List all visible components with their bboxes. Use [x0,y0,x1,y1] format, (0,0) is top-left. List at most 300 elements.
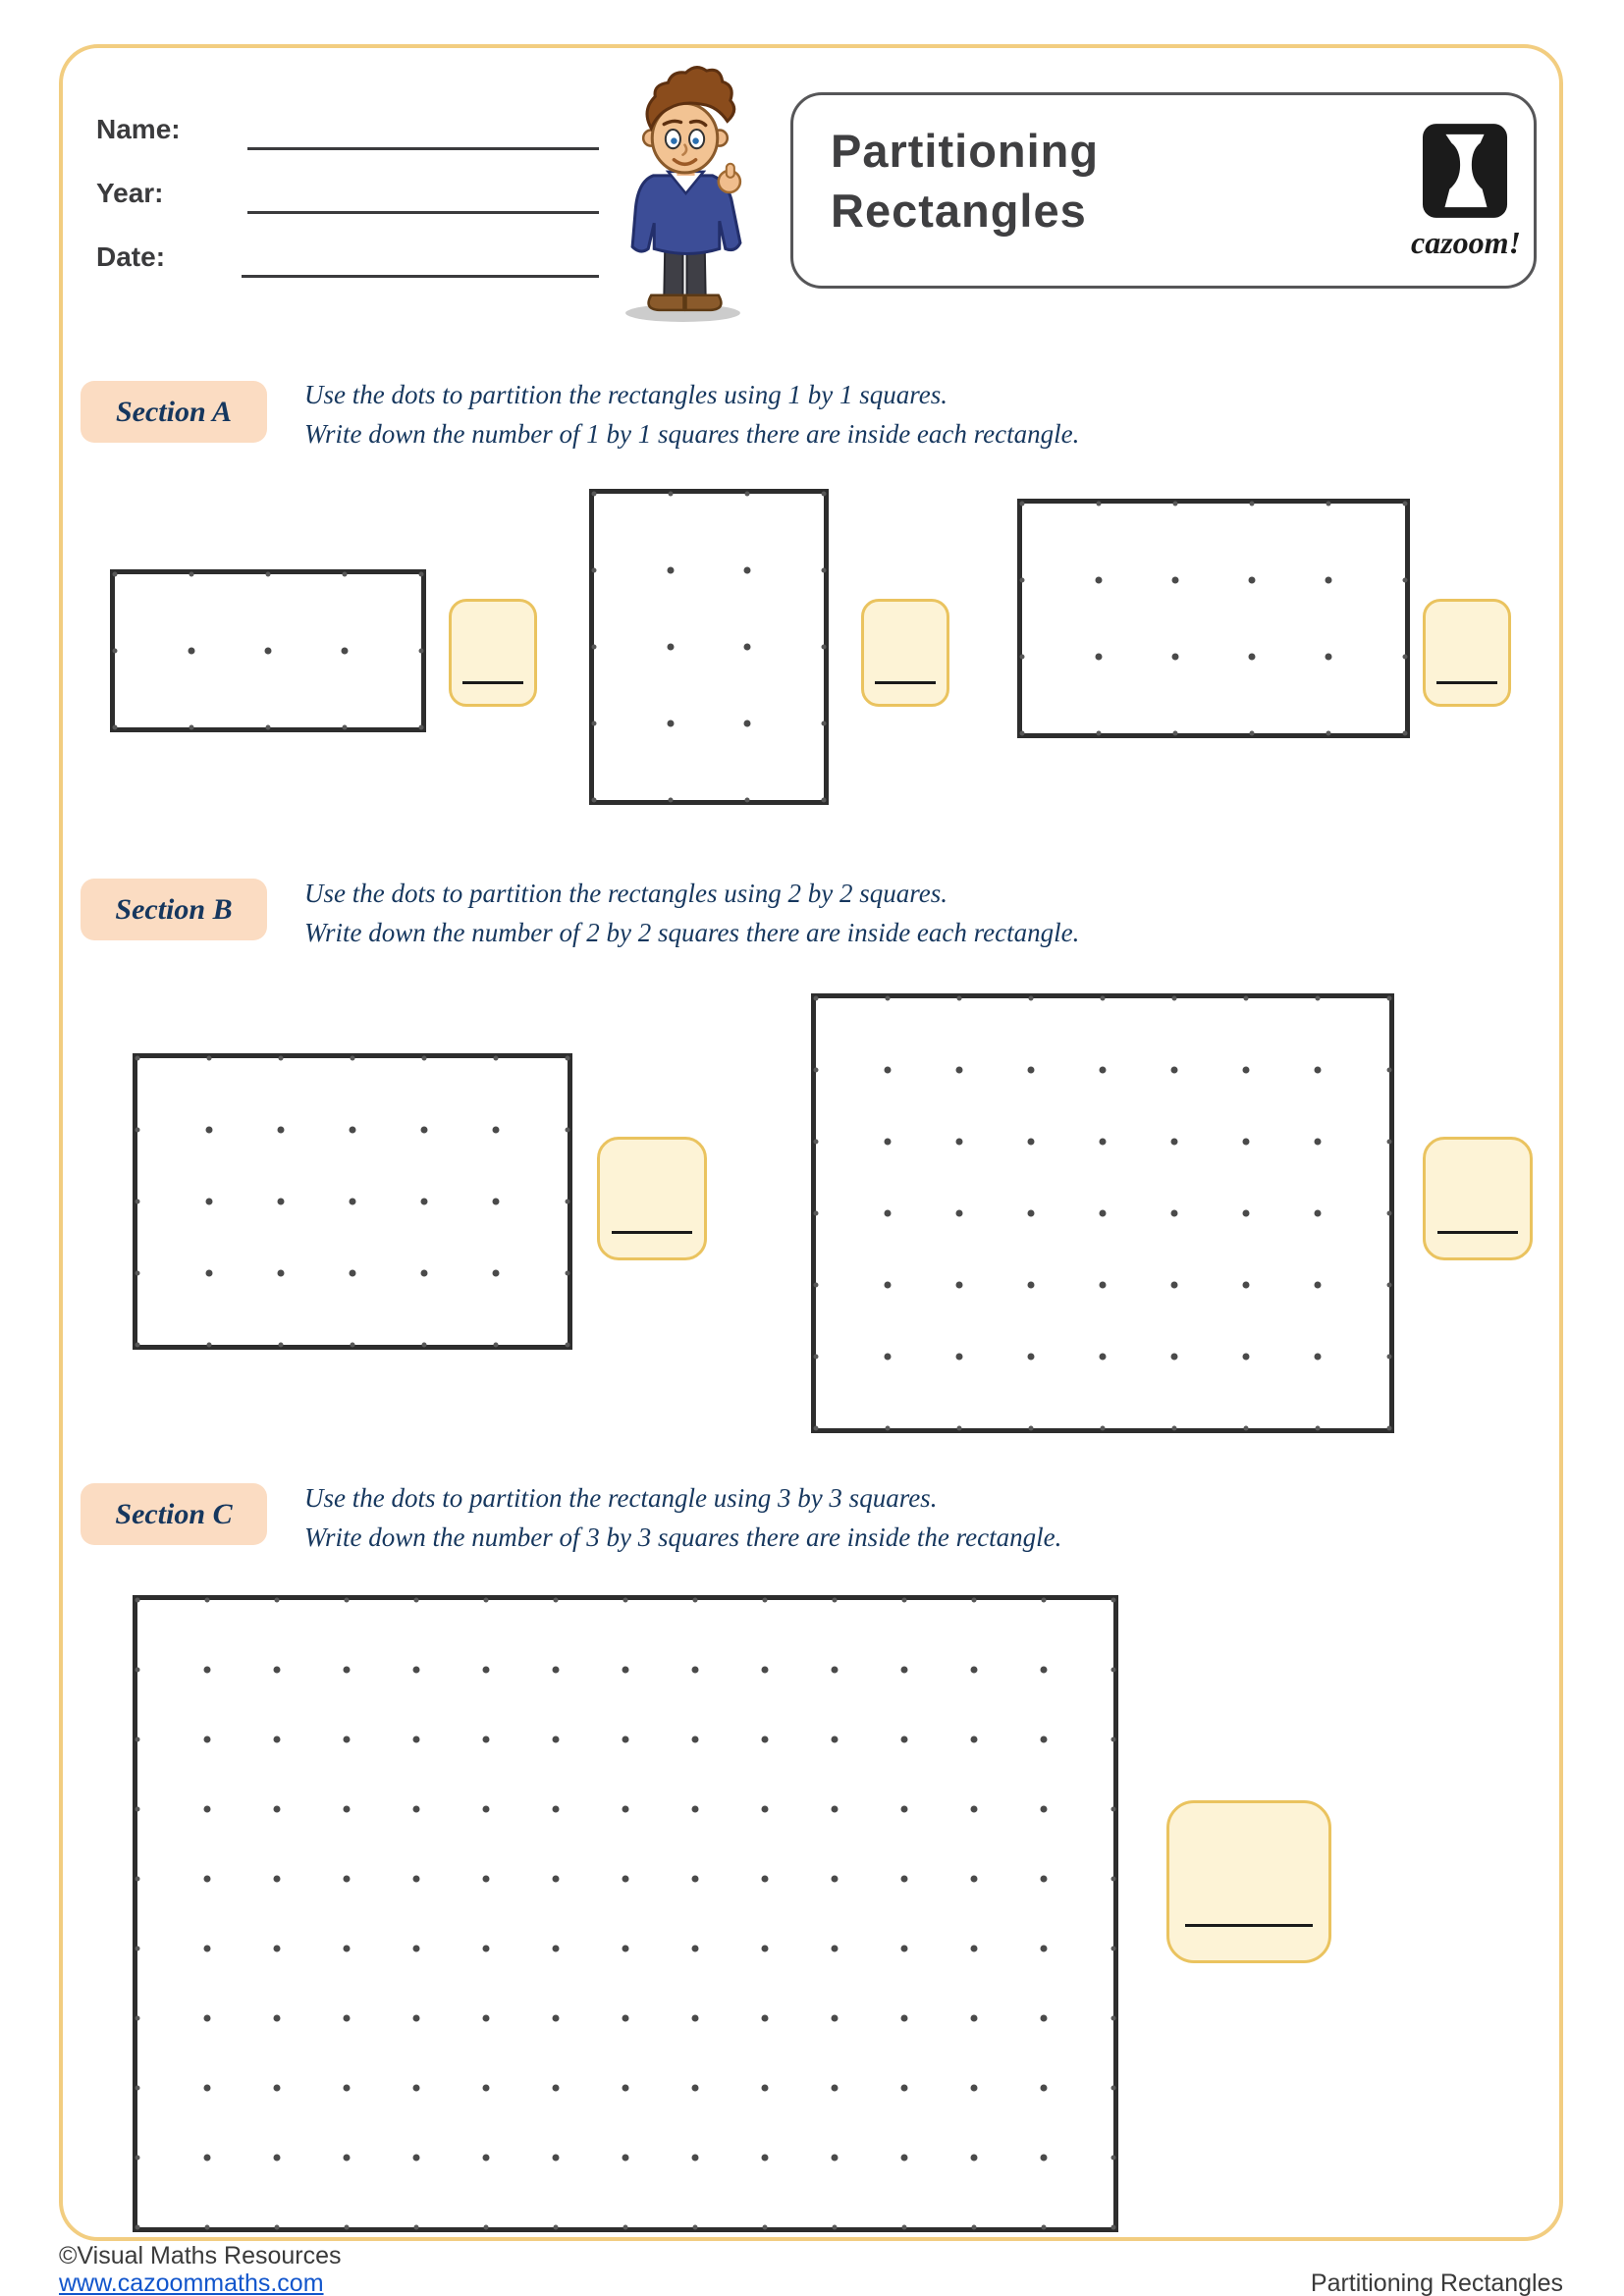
grid-dot [744,644,751,651]
title-line-2: Rectangles [831,185,1087,238]
edge-tick [345,2225,350,2230]
edge-tick [484,2225,489,2230]
grid-dot [1243,1210,1250,1217]
grid-dot [483,2155,490,2162]
grid-dot [971,1736,978,1743]
edge-tick [113,572,118,577]
grid-dot [1100,1354,1107,1361]
edge-tick [1111,1877,1116,1882]
grid-dot [1041,1876,1048,1883]
answer-line-a1[interactable] [462,681,523,684]
edge-tick [814,1426,819,1431]
grid-dot [885,1067,892,1074]
grid-dot [493,1270,500,1277]
edge-tick [135,1056,140,1061]
edge-tick [592,492,597,497]
grid-dot [274,1736,281,1743]
grid-dot [344,1876,351,1883]
grid-dot [483,1736,490,1743]
grid-dot [1171,1139,1178,1146]
grid-dot [762,2085,769,2092]
name-label: Name: [96,114,181,144]
edge-tick [623,1598,628,1603]
edge-tick [554,1598,559,1603]
edge-tick [693,1598,698,1603]
edge-tick [1042,2225,1047,2230]
section-b-instruction-line-1: Use the dots to partition the rectangles using 2 by 2 squares. [304,879,947,908]
grid-dot [342,648,349,655]
edge-tick [135,1668,140,1673]
grid-dot [762,1876,769,1883]
grid-dot [885,1210,892,1217]
grid-dot [1243,1067,1250,1074]
grid-dot [350,1199,356,1205]
grid-dot [971,2085,978,2092]
grid-dot [274,1876,281,1883]
edge-tick [135,2016,140,2021]
edge-tick [1111,1947,1116,1951]
grid-dot [1100,1210,1107,1217]
edge-tick [135,1200,140,1204]
edge-tick [205,2225,210,2230]
grid-dot [204,2015,211,2022]
grid-dot [274,1946,281,1952]
footer-worksheet-name: Partitioning Rectangles [1310,2269,1563,2296]
edge-tick [1387,1068,1392,1073]
grid-dot [668,721,675,727]
grid-dot [956,1210,963,1217]
grid-dot [956,1139,963,1146]
edge-tick [266,725,271,730]
grid-dot [762,1946,769,1952]
grid-dot [1326,577,1332,584]
edge-tick [279,1343,284,1348]
answer-box-a1[interactable] [449,599,537,707]
edge-tick [592,568,597,573]
edge-tick [554,2225,559,2230]
edge-tick [1020,578,1025,583]
edge-tick [275,1598,280,1603]
grid-dot [1028,1139,1035,1146]
year-label: Year: [96,178,164,208]
grid-dot [832,1667,839,1674]
grid-dot [1326,654,1332,661]
section-a-label: Section A [81,381,267,443]
edge-tick [135,1807,140,1812]
grid-dot [623,1876,629,1883]
edge-tick [957,996,962,1001]
grid-dot [421,1270,428,1277]
grid-dot [1249,654,1256,661]
answer-line-c1[interactable] [1185,1924,1313,1927]
edge-tick [1172,996,1177,1001]
grid-dot [204,1736,211,1743]
grid-dot [832,2155,839,2162]
grid-dot [344,2085,351,2092]
edge-tick [814,1355,819,1360]
grid-dot [832,1946,839,1952]
edge-tick [113,649,118,654]
edge-tick [135,1737,140,1742]
grid-dot [344,1736,351,1743]
grid-dot [832,1876,839,1883]
edge-tick [1250,731,1255,736]
grid-dot [274,2015,281,2022]
grid-dot [553,1946,560,1952]
grid-dot [623,2015,629,2022]
grid-dot [483,2015,490,2022]
grid-dot [1028,1067,1035,1074]
grid-dot [493,1127,500,1134]
answer-box-b1[interactable] [597,1137,707,1260]
grid-dot [901,1667,908,1674]
edge-tick [1020,731,1025,736]
grid-dot [623,1946,629,1952]
grid-dot [692,2015,699,2022]
edge-tick [351,1343,355,1348]
grid-dot [206,1270,213,1277]
edge-tick [814,1283,819,1288]
grid-dot [413,2015,420,2022]
edge-tick [419,725,424,730]
grid-dot [692,2155,699,2162]
section-c-instruction-line-2: Write down the number of 3 by 3 squares there are inside the rectangle. [304,1522,1062,1552]
grid-dot [413,1946,420,1952]
edge-tick [1387,1140,1392,1145]
edge-tick [745,492,750,497]
edge-tick [745,798,750,803]
edge-tick [1111,2086,1116,2091]
edge-tick [1029,1426,1034,1431]
edge-tick [833,2225,838,2230]
edge-tick [902,2225,907,2230]
grid-dot [1096,654,1103,661]
grid-dot [1315,1139,1322,1146]
edge-tick [275,2225,280,2230]
edge-tick [1403,502,1408,507]
dot-rectangle-b2 [811,993,1394,1433]
answer-box-a2[interactable] [861,599,949,707]
grid-dot [762,1806,769,1813]
grid-dot [189,648,195,655]
mascot-boy-icon [599,57,774,324]
grid-dot [901,1946,908,1952]
cazoom-logo-text: cazoom! [1411,225,1521,260]
grid-dot [901,2015,908,2022]
edge-tick [902,1598,907,1603]
edge-tick [1111,2016,1116,2021]
grid-dot [762,2015,769,2022]
grid-dot [901,1876,908,1883]
grid-dot [344,1667,351,1674]
grid-dot [971,1876,978,1883]
section-a-instruction-line-1: Use the dots to partition the rectangles using 1 by 1 squares. [304,380,947,409]
grid-dot [623,2085,629,2092]
edge-tick [135,1271,140,1276]
grid-dot [553,1876,560,1883]
edge-tick [763,1598,768,1603]
edge-tick [1244,996,1249,1001]
grid-dot [901,1736,908,1743]
edge-tick [207,1343,212,1348]
grid-dot [1171,1210,1178,1217]
edge-tick [343,572,348,577]
grid-dot [1100,1139,1107,1146]
grid-dot [1243,1282,1250,1289]
grid-dot [1171,1282,1178,1289]
edge-tick [113,725,118,730]
edge-tick [1172,1426,1177,1431]
grid-dot [553,1736,560,1743]
edge-tick [693,2225,698,2230]
grid-dot [623,1667,629,1674]
edge-tick [669,798,674,803]
grid-dot [1243,1139,1250,1146]
grid-dot [278,1270,285,1277]
edge-tick [1020,655,1025,660]
mascot-illustration [599,57,774,324]
grid-dot [832,1806,839,1813]
edge-tick [1101,1426,1106,1431]
grid-dot [956,1354,963,1361]
grid-dot [1028,1354,1035,1361]
grid-dot [762,2155,769,2162]
section-c-instruction-line-1: Use the dots to partition the rectangle using 3 by 3 squares. [304,1483,938,1513]
edge-tick [566,1271,570,1276]
section-a-instruction-line-2: Write down the number of 1 by 1 squares there are inside each rectangle. [304,419,1080,449]
date-write-line[interactable] [242,275,599,278]
grid-dot [1028,1210,1035,1217]
edge-tick [189,572,194,577]
edge-tick [419,649,424,654]
edge-tick [1042,1598,1047,1603]
answer-box-a3[interactable] [1423,599,1511,707]
edge-tick [1387,1355,1392,1360]
grid-dot [1315,1210,1322,1217]
edge-tick [1387,1211,1392,1216]
grid-dot [483,1806,490,1813]
grid-dot [1041,2155,1048,2162]
edge-tick [135,1343,140,1348]
edge-tick [822,645,827,650]
grid-dot [265,648,272,655]
grid-dot [553,2155,560,2162]
grid-dot [344,2155,351,2162]
edge-tick [345,1598,350,1603]
edge-tick [1326,502,1331,507]
grid-dot [1028,1282,1035,1289]
grid-dot [413,2085,420,2092]
edge-tick [207,1056,212,1061]
grid-dot [350,1127,356,1134]
grid-dot [762,1736,769,1743]
section-b-instructions [304,874,1079,952]
grid-dot [553,2085,560,2092]
dot-rectangle-c1 [133,1595,1118,2232]
edge-tick [669,492,674,497]
grid-dot [956,1282,963,1289]
answer-line-b2[interactable] [1437,1231,1518,1234]
edge-tick [566,1056,570,1061]
grid-dot [413,1876,420,1883]
edge-tick [1403,655,1408,660]
answer-line-a2[interactable] [875,681,936,684]
edge-tick [822,492,827,497]
grid-dot [762,1667,769,1674]
answer-box-b2[interactable] [1423,1137,1533,1260]
grid-dot [1172,577,1179,584]
edge-tick [422,1056,427,1061]
grid-dot [553,1806,560,1813]
edge-tick [419,572,424,577]
title-line-1: Partitioning [831,125,1100,177]
edge-tick [1111,1807,1116,1812]
grid-dot [483,2085,490,2092]
grid-dot [553,2015,560,2022]
dot-rectangle-a2 [589,489,829,805]
grid-dot [1041,1806,1048,1813]
name-write-line[interactable] [247,147,599,150]
grid-dot [421,1199,428,1205]
date-label: Date: [96,241,166,272]
grid-dot [278,1199,285,1205]
answer-line-b1[interactable] [612,1231,692,1234]
grid-dot [483,1667,490,1674]
grid-dot [971,1946,978,1952]
edge-tick [1101,996,1106,1001]
edge-tick [592,798,597,803]
grid-dot [885,1282,892,1289]
grid-dot [623,1736,629,1743]
edge-tick [833,1598,838,1603]
grid-dot [692,1736,699,1743]
dot-rectangle-a3 [1017,499,1410,738]
edge-tick [1244,1426,1249,1431]
edge-tick [135,2156,140,2161]
edge-tick [414,1598,419,1603]
edge-tick [205,1598,210,1603]
edge-tick [822,568,827,573]
section-c-label: Section C [81,1483,267,1545]
edge-tick [1387,1283,1392,1288]
cazoom-logo-icon [1422,123,1508,219]
grid-dot [885,1139,892,1146]
edge-tick [972,1598,977,1603]
grid-dot [971,1667,978,1674]
edge-tick [566,1343,570,1348]
grid-dot [1100,1282,1107,1289]
grid-dot [832,2085,839,2092]
edge-tick [972,2225,977,2230]
edge-tick [763,2225,768,2230]
grid-dot [901,2085,908,2092]
section-a-instructions [304,375,1079,454]
grid-dot [206,1127,213,1134]
grid-dot [901,1806,908,1813]
year-write-line[interactable] [247,211,599,214]
edge-tick [422,1343,427,1348]
grid-dot [274,1806,281,1813]
grid-dot [692,1667,699,1674]
answer-box-c1[interactable] [1166,1800,1331,1963]
footer-website-link[interactable]: www.cazoommaths.com [59,2269,324,2296]
edge-tick [822,798,827,803]
grid-dot [344,2015,351,2022]
grid-dot [344,1946,351,1952]
edge-tick [814,1068,819,1073]
grid-dot [1041,1946,1048,1952]
edge-tick [189,725,194,730]
grid-dot [1172,654,1179,661]
grid-dot [623,1806,629,1813]
edge-tick [1173,502,1178,507]
grid-dot [692,1946,699,1952]
grid-dot [204,1876,211,1883]
edge-tick [1403,731,1408,736]
grid-dot [832,1736,839,1743]
grid-dot [744,567,751,574]
edge-tick [1250,502,1255,507]
edge-tick [494,1343,499,1348]
grid-dot [1041,1667,1048,1674]
grid-dot [493,1199,500,1205]
edge-tick [1316,1426,1321,1431]
edge-tick [351,1056,355,1061]
grid-dot [483,1876,490,1883]
edge-tick [886,996,891,1001]
edge-tick [1403,578,1408,583]
edge-tick [135,2086,140,2091]
edge-tick [623,2225,628,2230]
grid-dot [1315,1067,1322,1074]
grid-dot [1171,1354,1178,1361]
title-box [790,92,1537,289]
edge-tick [1097,502,1102,507]
edge-tick [814,996,819,1001]
answer-line-a3[interactable] [1436,681,1497,684]
grid-dot [1100,1067,1107,1074]
grid-dot [413,1806,420,1813]
worksheet-title [831,121,1099,240]
edge-tick [494,1056,499,1061]
grid-dot [668,567,675,574]
edge-tick [1111,1737,1116,1742]
edge-tick [135,1598,140,1603]
edge-tick [566,1128,570,1133]
grid-dot [1041,2015,1048,2022]
edge-tick [1387,1426,1392,1431]
edge-tick [1097,731,1102,736]
grid-dot [344,1806,351,1813]
edge-tick [814,1140,819,1145]
edge-tick [822,721,827,726]
grid-dot [1315,1354,1322,1361]
grid-dot [971,1806,978,1813]
grid-dot [421,1127,428,1134]
grid-dot [971,2155,978,2162]
edge-tick [566,1200,570,1204]
edge-tick [1326,731,1331,736]
edge-tick [1387,996,1392,1001]
footer-copyright: ©Visual Maths Resources [59,2242,342,2269]
edge-tick [343,725,348,730]
grid-dot [692,2085,699,2092]
grid-dot [971,2015,978,2022]
grid-dot [413,2155,420,2162]
grid-dot [204,1667,211,1674]
grid-dot [413,1736,420,1743]
grid-dot [832,2015,839,2022]
